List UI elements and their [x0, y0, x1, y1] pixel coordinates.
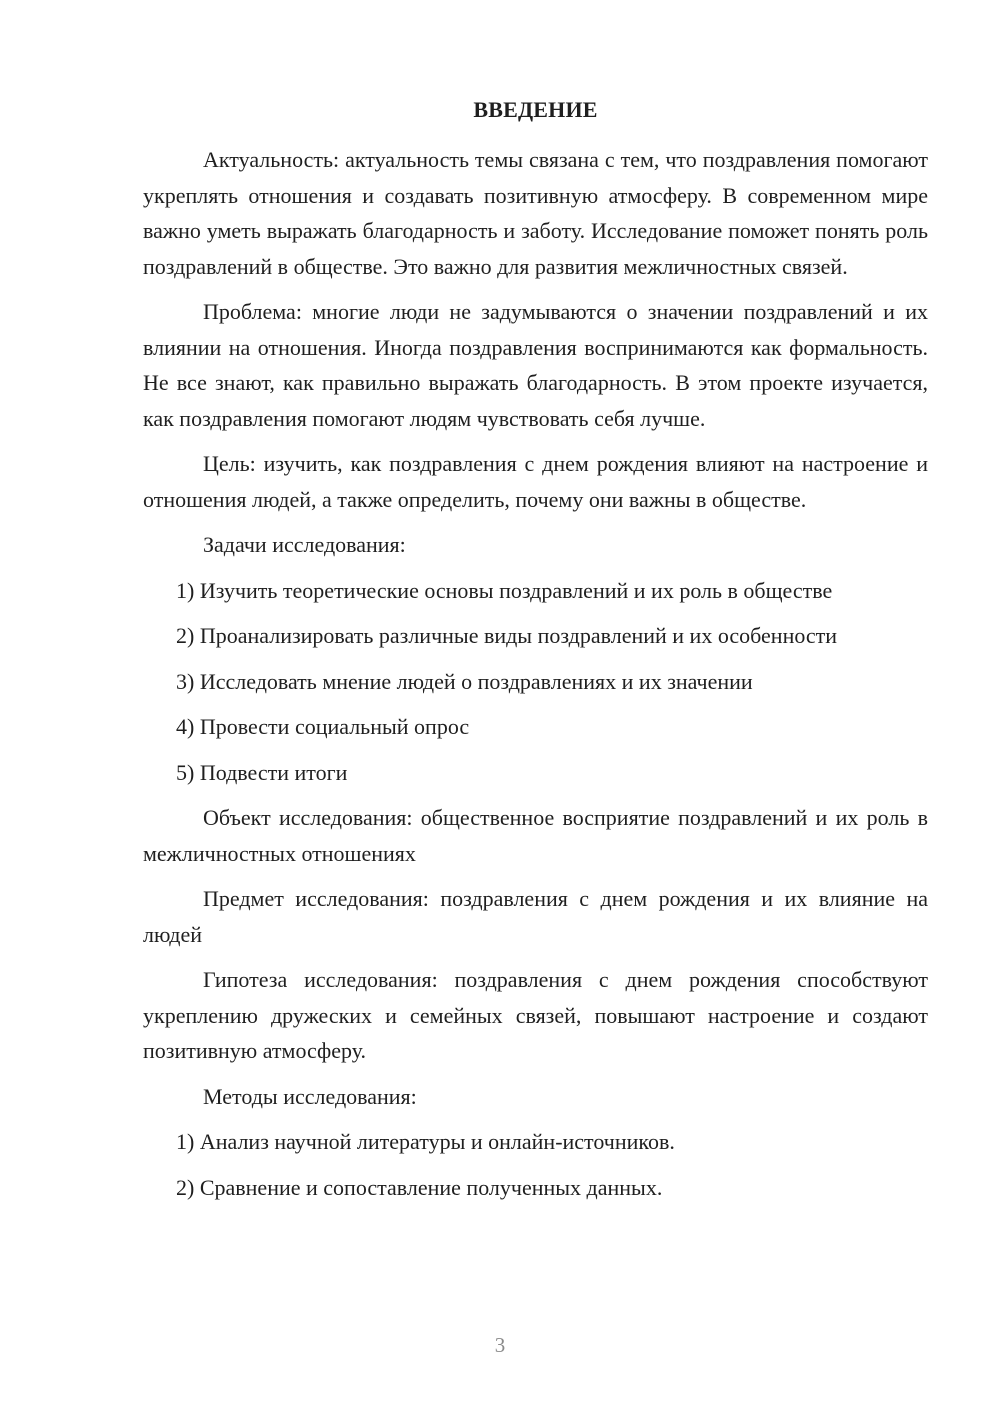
- list-item: 4) Провести социальный опрос: [176, 714, 470, 739]
- methods-list: [143, 1124, 928, 1205]
- methods-heading: Методы исследования:: [203, 1083, 417, 1109]
- page-content: [143, 92, 928, 1215]
- goal-paragraph: Цель: изучить, как поздравления с днем рождения влияют на настроение и отношения людей, а также определить, почему они важны в обществе.: [143, 451, 928, 512]
- list-item: 2) Проанализировать различные виды поздравлений и их особенности: [176, 623, 838, 648]
- tasks-list: [143, 573, 928, 791]
- problem-paragraph: Проблема: многие люди не задумываются о значении поздравлений и их влиянии на отношения. Иногда поздравления воспринимаются как формальность. Не все знают, как правильно выражать благодарность. В этом проекте изучается, как поздравления помогают людям чувствовать себя лучше.: [143, 299, 928, 431]
- subject-paragraph: Предмет исследования: поздравления с днем рождения и их влияние на людей: [143, 886, 928, 947]
- hypothesis-paragraph: Гипотеза исследования: поздравления с днем рождения способствуют укреплению дружеских и семейных связей, повышают настроение и создают позитивную атмосферу.: [143, 967, 928, 1063]
- list-item: 2) Сравнение и сопоставление полученных данных.: [176, 1174, 663, 1200]
- section-title: ВВЕДЕНИЕ: [473, 97, 598, 122]
- object-paragraph: Объект исследования: общественное восприятие поздравлений и их роль в межличностных отношениях: [143, 805, 928, 866]
- list-item: 1) Изучить теоретические основы поздравлений и их роль в обществе: [176, 577, 833, 603]
- list-item: 5) Подвести итоги: [176, 759, 348, 785]
- list-item: 1) Анализ научной литературы и онлайн-источников.: [176, 1129, 675, 1154]
- tasks-heading: Задачи исследования:: [203, 532, 406, 557]
- page-number: 3: [494, 1333, 506, 1357]
- relevance-paragraph: Актуальность: актуальность темы связана с тем, что поздравления помогают укреплять отношения и создавать позитивную атмосферу. В современном мире важно уметь выражать благодарность и заботу. Исследование поможет понять роль поздравлений в обществе. Это важно для развития межличностных связей.: [143, 147, 928, 279]
- list-item: 3) Исследовать мнение людей о поздравлениях и их значении: [176, 668, 753, 694]
